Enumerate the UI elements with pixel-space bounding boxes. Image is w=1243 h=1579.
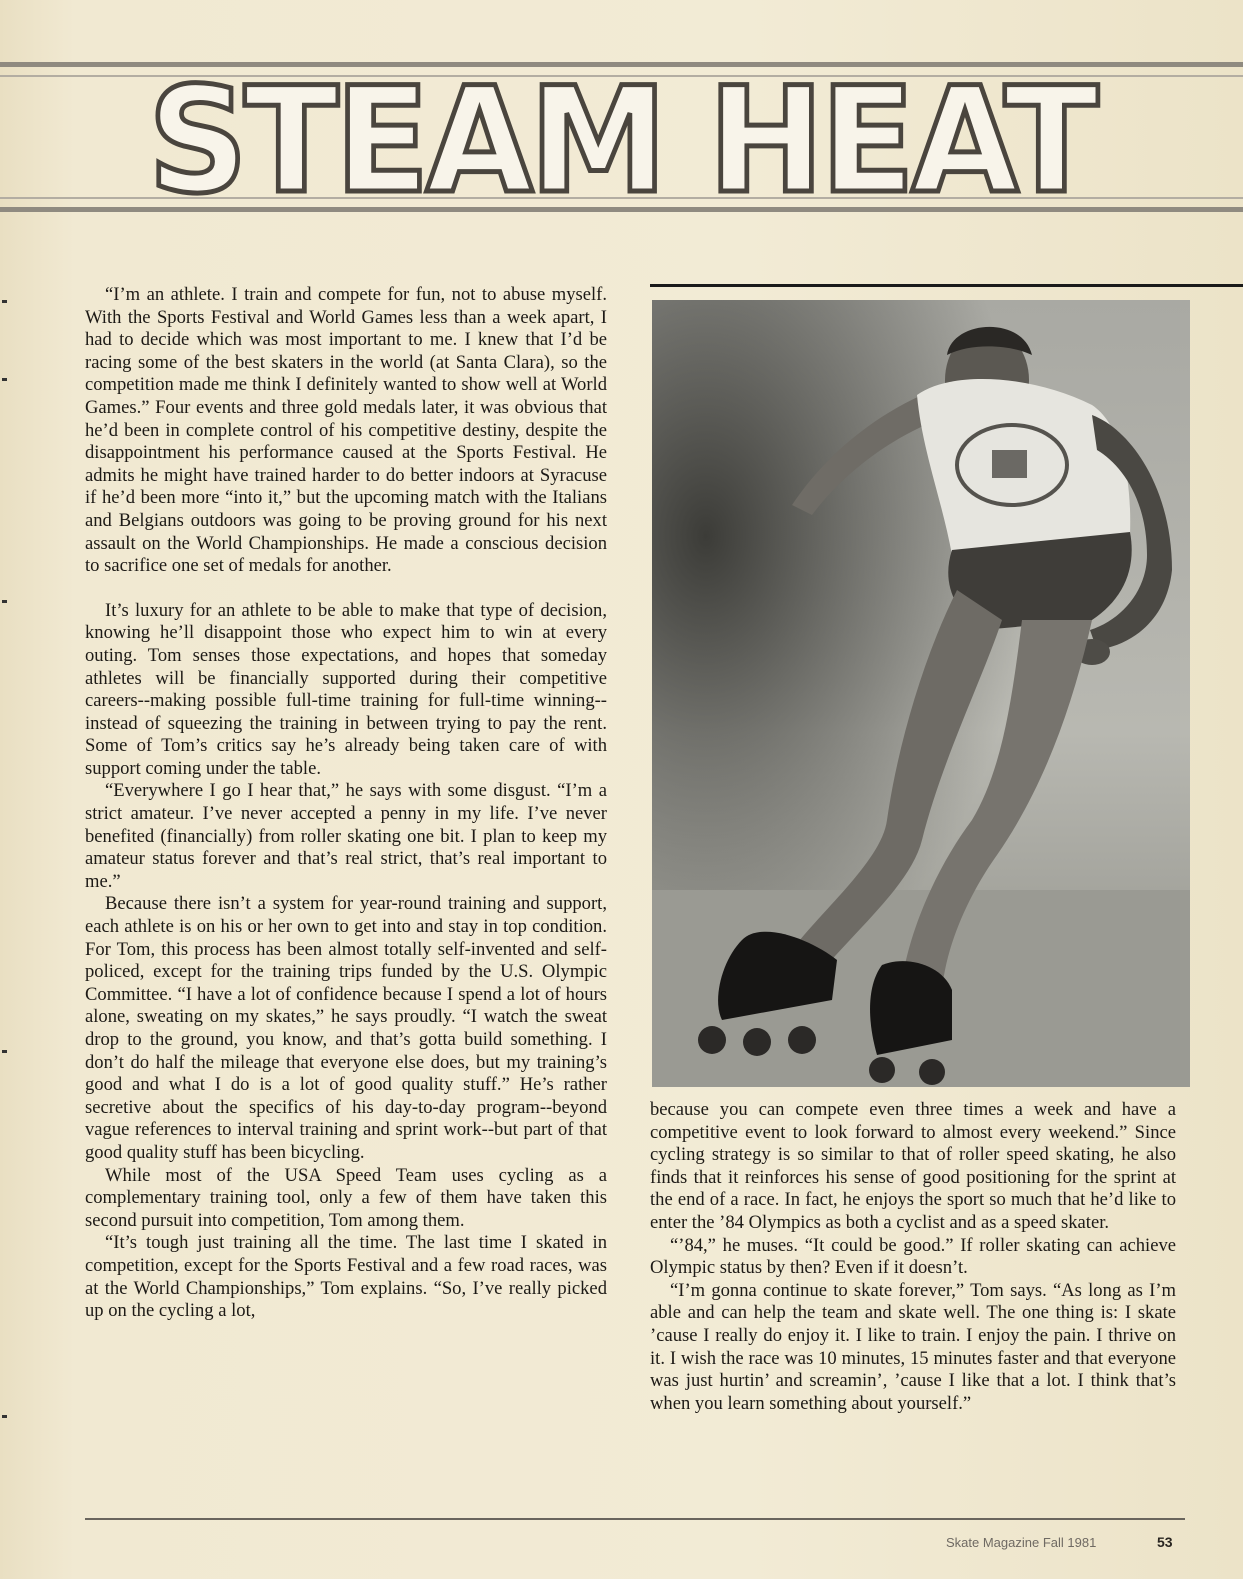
paragraph: Because there isn’t a system for year-round training and support, each athlete is on his or her own to get into and stay in top condition. For Tom, this process has been almost totally self-invented and self-policed, except for the training trips funded by the U.S. Olympic Committee. “I have a lot of confidence because I spend a lot of hours alone, sweating on my skates,” he says proudly. “I watch the sweat drop to the ground, you know, and that’s gotta build something. I don’t do half the mileage that everyone else does, but my training’s good and what I do is a lot of good quality stuff.” He’s rather secretive about the specifics of his day-to-day program--beyond vague references to interval training and sprint work--but part of that good quality stuff has been bicycling. [85,893,607,1163]
paragraph: because you can compete even three times a week and have a competitive event to look forward to almost every weekend.” Since cycling strategy is so similar to that of roller speed skating, he also finds that it reinforces his sense of good positioning for the sprint at the end of a race. In fact, he enjoys the sport so much that he’d like to enter the ’84 Olympics as both a cyclist and as a speed skater. [650,1099,1176,1233]
footer-rule [85,1518,1185,1520]
paragraph: “Everywhere I go I hear that,” he says with some disgust. “I’m a strict amateur. I’ve never accepted a penny in my life. I’ve never benefited (financially) from roller skating one bit. I plan to keep my amateur status forever and that’s real strict, that’s real important to me.” [85,780,607,892]
article-title [0,56,1243,226]
paragraph: While most of the USA Speed Team uses cycling as a complementary training tool, only a few of them have taken this second pursuit into competition, Tom among them. [85,1164,607,1231]
skater-photo [652,300,1190,1087]
article-title-text: STEAM HEAT [148,56,1095,226]
paragraph: “’84,” he muses. “It could be good.” If roller skating can achieve Olympic status by then? Even if it doesn’t. [650,1234,1176,1279]
photo-top-rule [650,284,1243,287]
footer-magazine-issue: Skate Magazine Fall 1981 [946,1535,1097,1550]
page-number: 53 [1157,1534,1173,1550]
left-text-column [85,284,607,1323]
paragraph: “I’m gonna continue to skate forever,” Tom says. “As long as I’m able and can help the team and skate well. The one thing is: I skate ’cause I really do enjoy it. I like to train. I enjoy the pain. I thrive on it. I wish the race was 10 minutes, 15 minutes faster and that everyone was just hurtin’ and screamin’, ’cause I like that a lot. I think that’s when you learn something about yourself.” [650,1279,1176,1414]
paragraph: “I’m an athlete. I train and compete for fun, not to abuse myself. With the Sports Festival and World Games less than a week apart, I had to decide which was most important to me. I knew that I’d be racing some of the best skaters in the world (at Santa Clara), so the competition made me think I definitely wanted to show well at World Games.” Four events and three gold medals later, it was obvious that he’d been in complete control of his competitive destiny, despite the disappointment his performance caused at the Sports Festival. He admits he might have trained harder to do better indoors at Syracuse if he’d been more “into it,” but the upcoming match with the Italians and Belgians outdoors was going to be proving ground for his next assault on the World Championships. He made a conscious decision to sacrifice one set of medals for another. [85,284,607,577]
paragraph: It’s luxury for an athlete to be able to make that type of decision, knowing he’ll disappoint those who expect him to win at every outing. Tom senses those expectations, and hopes that someday athletes will be financially supported during their competitive careers--making possible full-time training for full-time winning--instead of squeezing the training in between trying to pay the rent. Some of Tom’s critics say he’s already being taken care of with support coming under the table. [85,599,607,779]
paragraph: “It’s tough just training all the time. The last time I skated in competition, except for the Sports Festival and a few road races, was at the World Championships,” Tom explains. “So, I’ve really picked up on the cycling a lot, [85,1232,607,1322]
right-text-column [650,1099,1176,1415]
